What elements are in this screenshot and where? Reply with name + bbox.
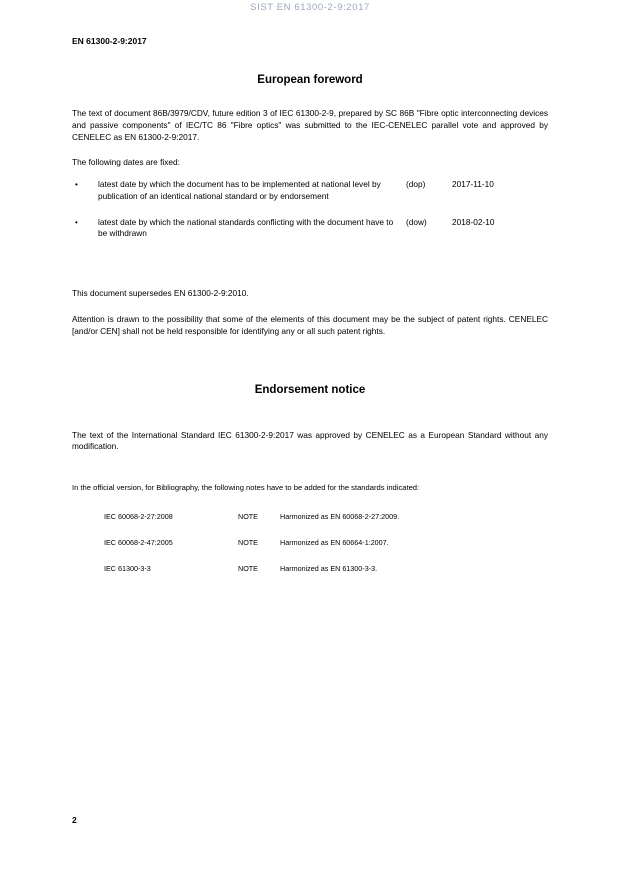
- note-label: NOTE: [238, 511, 258, 521]
- document-reference: EN 61300-2-9:2017: [72, 36, 147, 46]
- note-standard: IEC 60068-2-27:2008: [104, 511, 173, 521]
- list-item: [72, 179, 548, 203]
- note-standard: IEC 61300-3-3: [104, 563, 151, 573]
- note-text: Harmonized as EN 60664-1:2007.: [280, 537, 389, 547]
- page-number: 2: [72, 815, 77, 825]
- date-value: 2017-11-10: [452, 179, 494, 190]
- foreword-heading: European foreword: [257, 74, 363, 86]
- note-label: NOTE: [238, 563, 258, 573]
- endorsement-heading: Endorsement notice: [254, 383, 366, 396]
- date-description: latest date by which the national standards conflicting with the document have to be withdrawn: [98, 216, 394, 239]
- harmonization-notes-table: [104, 512, 399, 590]
- foreword-intro-paragraph: The text of document 86B/3979/CDV, future edition 3 of IEC 61300-2-9, prepared by SC 86B "Fibre optic interconnecting devices and passive components" of IEC/TC 86 "Fibre optics" was submitted to the IEC-CENELEC parallel vote and approved by CENELEC as EN 61300-2-9:2017.: [72, 108, 548, 142]
- date-code: (dop): [406, 179, 426, 190]
- supersedes-paragraph: This document supersedes EN 61300-2-9:2010.: [72, 288, 249, 299]
- list-item: [72, 217, 548, 241]
- note-text: Harmonized as EN 60068-2-27:2009.: [280, 511, 400, 521]
- date-code: (dow): [406, 216, 427, 227]
- spacer: [72, 467, 548, 483]
- dates-lead-paragraph: The following dates are fixed:: [72, 157, 180, 168]
- table-row: [104, 512, 399, 538]
- date-description: latest date by which the document has to be implemented at national level by publication of an identical national standard or by endorsement: [98, 179, 381, 201]
- patent-rights-paragraph: Attention is drawn to the possibility that some of the elements of this document may be the subject of patent rights. CENELEC [and/or CEN] shall not be held responsible for identifying any or all such patent rights.: [72, 314, 548, 336]
- endorsement-paragraph: The text of the International Standard IEC 61300-2-9:2017 was approved by CENELEC as a European Standard without any modification.: [72, 429, 548, 452]
- date-row: [98, 217, 548, 241]
- date-row: [98, 179, 548, 203]
- note-label: NOTE: [238, 537, 258, 547]
- note-standard: IEC 60068-2-47:2005: [104, 537, 173, 547]
- notes-intro-paragraph: In the official version, for Bibliography, the following notes have to be added for the standards indicated:: [72, 483, 420, 493]
- bullet-icon: •: [75, 180, 78, 190]
- note-text: Harmonized as EN 61300-3-3.: [280, 563, 378, 573]
- date-value: 2018-02-10: [452, 216, 495, 227]
- bullet-icon: •: [75, 217, 78, 227]
- watermark-text: SIST EN 61300-2-9:2017: [250, 2, 370, 13]
- spacer: [72, 254, 548, 288]
- table-row: [104, 538, 399, 564]
- page-content: [72, 36, 548, 590]
- fixed-dates-list: [72, 179, 548, 240]
- table-row: [104, 564, 399, 590]
